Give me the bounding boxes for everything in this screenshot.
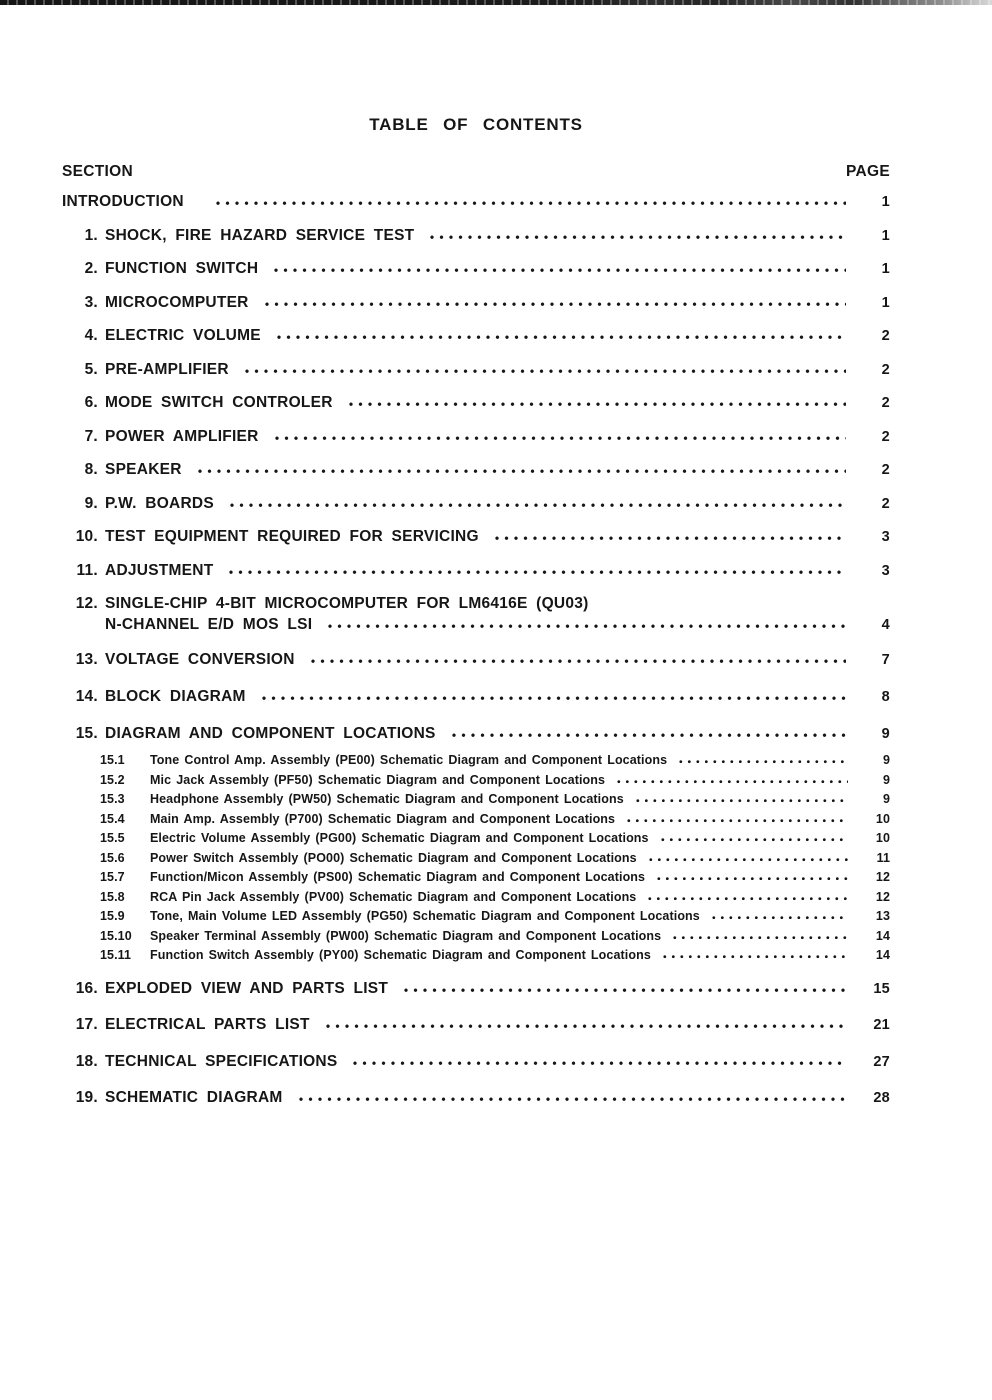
scan-artifact-top-bar (0, 0, 992, 5)
toc-list (62, 191, 890, 1109)
entry-number: 15.6 (100, 850, 125, 865)
dot-leader (648, 896, 848, 901)
entry-text-wrap (105, 649, 890, 671)
entry-text-wrap (105, 978, 890, 1000)
entry-text-wrap (105, 359, 890, 381)
toc-entry (62, 771, 890, 791)
toc-entry-line (150, 790, 890, 810)
entry-number: 15.5 (100, 831, 125, 845)
dot-leader (229, 569, 846, 575)
toc-entry (62, 1051, 890, 1073)
entry-text-wrap (150, 907, 890, 927)
dot-leader (627, 818, 848, 823)
dot-leader (265, 301, 846, 307)
toc-entry-line (105, 426, 890, 448)
page-number: 2 (881, 428, 890, 445)
entry-title: Power Switch Assembly (PO00) Schematic Diagram and Component Locations (150, 850, 637, 865)
entry-title: EXPLODED VIEW AND PARTS LIST (105, 979, 389, 997)
toc-entry (62, 560, 890, 582)
page-number: 14 (875, 928, 890, 943)
entry-text-wrap (150, 849, 890, 869)
entry-title: FUNCTION SWITCH (105, 260, 259, 277)
toc-entry (62, 258, 890, 280)
page-number: 1 (881, 227, 890, 244)
entry-title: SINGLE-CHIP 4-BIT MICROCOMPUTER FOR LM6416E (QU03) (105, 595, 589, 612)
entry-text-wrap (105, 392, 890, 414)
entry-text-wrap (150, 751, 890, 771)
entry-number: 4. (84, 327, 98, 344)
page-number: 21 (873, 1017, 890, 1033)
entry-title: ELECTRIC VOLUME (105, 327, 261, 344)
toc-entry (62, 649, 890, 671)
dot-leader (663, 954, 848, 959)
entry-text-wrap (150, 946, 890, 966)
entry-title: SHOCK, FIRE HAZARD SERVICE TEST (105, 226, 415, 244)
toc-entry-line (105, 686, 890, 708)
page-number: 8 (881, 689, 890, 705)
toc-entry (62, 790, 890, 810)
toc-entry-line (105, 493, 890, 515)
toc-entry-line (105, 392, 890, 414)
toc-entry (62, 927, 890, 947)
entry-text-wrap (105, 1087, 890, 1109)
entry-text-wrap (105, 325, 890, 347)
section-column-label: SECTION (62, 163, 133, 180)
entry-title: DIAGRAM AND COMPONENT LOCATIONS (105, 725, 436, 742)
entry-text-wrap (105, 560, 890, 582)
toc-entry (62, 888, 890, 908)
entry-number: 12. (75, 595, 98, 612)
entry-text-wrap (62, 191, 890, 213)
dot-leader (430, 234, 846, 240)
toc-entry-line (150, 751, 890, 771)
toc-entry (62, 359, 890, 381)
toc-entry (62, 526, 890, 548)
dot-leader (679, 759, 848, 764)
page-column-label: PAGE (846, 163, 890, 180)
entry-title: MICROCOMPUTER (105, 293, 249, 311)
dot-leader (657, 876, 848, 881)
page-number: 2 (881, 462, 890, 478)
dot-leader (274, 267, 846, 273)
page-number: 7 (881, 652, 890, 668)
entry-title: POWER AMPLIFIER (105, 427, 259, 445)
entry-number: 13. (75, 651, 98, 668)
toc-entry (62, 426, 890, 448)
dot-leader (636, 798, 848, 803)
entry-number: 1. (84, 226, 98, 244)
entry-text-wrap (105, 686, 890, 708)
entry-title: Speaker Terminal Assembly (PW00) Schematic Diagram and Component Locations (150, 928, 662, 943)
entry-number: 15.9 (100, 909, 125, 923)
toc-entry-line (105, 978, 890, 1000)
page-number: 12 (875, 870, 890, 884)
toc-entry (62, 292, 890, 314)
column-headers (62, 161, 890, 183)
toc-entry-line (62, 191, 890, 213)
page-number: 3 (881, 562, 890, 579)
entry-number: 15.3 (100, 792, 125, 806)
toc-entry (62, 907, 890, 927)
entry-title: SCHEMATIC DIAGRAM (105, 1089, 283, 1106)
entry-title: Headphone Assembly (PW50) Schematic Diagram and Component Locations (150, 792, 624, 806)
toc-entry (62, 946, 890, 966)
toc-entry-line (150, 829, 890, 849)
entry-number: 15.2 (100, 772, 125, 787)
toc-entry-line (105, 723, 890, 745)
dot-leader (262, 695, 846, 701)
toc-entry (62, 1014, 890, 1036)
dot-leader (326, 1023, 846, 1029)
dot-leader (216, 200, 846, 206)
page-number: 14 (875, 948, 890, 962)
toc-entry-line (105, 258, 890, 280)
toc-entry-line (150, 868, 890, 888)
toc-entry (62, 751, 890, 771)
page-number: 10 (875, 831, 890, 845)
entry-text-wrap (105, 292, 890, 314)
entry-number: 17. (75, 1016, 98, 1033)
page-number: 1 (881, 194, 890, 210)
toc-entry (62, 829, 890, 849)
entry-number: 16. (75, 979, 98, 997)
entry-text-wrap (105, 1051, 890, 1073)
toc-entry-line (105, 1051, 890, 1073)
entry-number: 15.1 (100, 753, 125, 767)
entry-text-wrap (150, 868, 890, 888)
entry-text-wrap (105, 593, 890, 636)
entry-title: Electric Volume Assembly (PG00) Schematic Diagram and Component Locations (150, 831, 649, 845)
entry-number: 5. (84, 360, 98, 378)
entry-title: SPEAKER (105, 461, 182, 478)
dot-leader (311, 658, 846, 664)
toc-entry-line (105, 526, 890, 548)
dot-leader (452, 732, 846, 738)
page-number: 1 (881, 261, 890, 277)
entry-title: TECHNICAL SPECIFICATIONS (105, 1052, 338, 1070)
entry-title: Main Amp. Assembly (P700) Schematic Diagram and Component Locations (150, 811, 616, 826)
entry-text-wrap (105, 426, 890, 448)
entry-number: 15. (75, 725, 98, 742)
toc-entry (62, 225, 890, 247)
page-number: 2 (881, 495, 890, 512)
toc-entry (62, 1087, 890, 1109)
entry-number: 15.8 (100, 889, 125, 904)
toc-entry-line (150, 771, 890, 791)
dot-leader (404, 987, 846, 993)
entry-text-wrap (105, 258, 890, 280)
toc-entry-line (105, 1087, 890, 1109)
dot-leader (230, 502, 846, 508)
entry-text-wrap (105, 1014, 890, 1036)
toc-entry (62, 978, 890, 1000)
entry-title: ADJUSTMENT (105, 561, 214, 579)
page-number: 13 (875, 909, 890, 923)
entry-number: 7. (84, 427, 98, 445)
entry-number: 14. (75, 688, 98, 705)
page-number: 9 (881, 726, 890, 742)
toc-entry-line (105, 560, 890, 582)
entry-title: Tone, Main Volume LED Assembly (PG50) Schematic Diagram and Component Locations (150, 909, 700, 923)
dot-leader (649, 857, 848, 862)
dot-leader (299, 1096, 846, 1102)
page-number: 10 (875, 811, 890, 826)
entry-title: VOLTAGE CONVERSION (105, 651, 295, 668)
dot-leader (245, 368, 846, 374)
entry-number: 11. (76, 561, 98, 579)
page-number: 2 (881, 395, 890, 411)
entry-number: 8. (84, 461, 98, 478)
entry-number: 18. (75, 1052, 98, 1070)
page-number: 27 (873, 1053, 890, 1070)
dot-leader (353, 1060, 846, 1066)
entry-title: TEST EQUIPMENT REQUIRED FOR SERVICING (105, 528, 479, 545)
entry-title: N-CHANNEL E/D MOS LSI (105, 616, 313, 633)
page-number: 11 (876, 850, 890, 865)
toc-entry-line (150, 888, 890, 908)
page-title: TABLE OF CONTENTS (369, 115, 583, 134)
entry-number: 3. (84, 293, 98, 311)
entry-title: ELECTRICAL PARTS LIST (105, 1016, 310, 1033)
entry-title: Function Switch Assembly (PY00) Schematic Diagram and Component Locations (150, 948, 651, 962)
toc-entry (62, 392, 890, 414)
entry-number: 15.4 (100, 811, 125, 826)
toc-entry-line (105, 1014, 890, 1036)
entry-number: 15.11 (100, 948, 132, 962)
entry-number: 6. (84, 394, 98, 411)
page-number: 9 (882, 792, 890, 806)
page-number: 3 (881, 529, 890, 545)
entry-number: 9. (84, 494, 98, 512)
dot-leader (712, 915, 848, 920)
toc-entry-line (150, 810, 890, 830)
page-number: 28 (873, 1090, 890, 1106)
entry-title: Mic Jack Assembly (PF50) Schematic Diagram and Component Locations (150, 772, 606, 787)
page-number: 2 (881, 361, 890, 378)
page-number: 9 (882, 772, 890, 787)
toc-entry-line (105, 292, 890, 314)
toc-entry (62, 593, 890, 636)
dot-leader (617, 779, 848, 784)
dot-leader (275, 435, 846, 441)
entry-title: PRE-AMPLIFIER (105, 360, 229, 378)
toc-entry-line (105, 359, 890, 381)
entry-number: 19. (75, 1089, 98, 1106)
page-number: 4 (881, 617, 890, 633)
toc-entry-line (150, 927, 890, 947)
toc-entry (62, 868, 890, 888)
dot-leader (198, 468, 846, 474)
toc-entry-line (105, 325, 890, 347)
entry-text-wrap (150, 927, 890, 947)
entry-title: MODE SWITCH CONTROLER (105, 394, 333, 411)
dot-leader (673, 935, 848, 940)
toc-entry (62, 493, 890, 515)
toc-entry (62, 191, 890, 213)
dot-leader (495, 535, 846, 541)
entry-text-wrap (150, 771, 890, 791)
toc-entry-line (105, 459, 890, 481)
toc-entry (62, 849, 890, 869)
page-number: 12 (875, 889, 890, 904)
entry-title: BLOCK DIAGRAM (105, 688, 246, 705)
dot-leader (277, 334, 846, 340)
entry-text-wrap (105, 526, 890, 548)
dot-leader (328, 623, 846, 629)
toc-entry-line (105, 614, 890, 636)
entry-text-wrap (150, 829, 890, 849)
toc-entry-line (105, 225, 890, 247)
toc-entry-line (150, 946, 890, 966)
entry-title: P.W. BOARDS (105, 494, 214, 512)
toc-entry (62, 459, 890, 481)
entry-number: 15.7 (100, 870, 125, 884)
toc-entry-line (150, 907, 890, 927)
toc-entry-line (105, 649, 890, 671)
entry-text-wrap (150, 888, 890, 908)
page-number: 2 (881, 328, 890, 344)
toc-entry (62, 686, 890, 708)
entry-text-wrap (150, 810, 890, 830)
entry-title: RCA Pin Jack Assembly (PV00) Schematic Diagram and Component Locations (150, 889, 637, 904)
toc-entry (62, 723, 890, 745)
entry-text-wrap (105, 225, 890, 247)
entry-title: INTRODUCTION (62, 193, 184, 210)
entry-text-wrap (105, 493, 890, 515)
page-number: 15 (873, 980, 890, 997)
dot-leader (349, 401, 846, 407)
entry-title: Function/Micon Assembly (PS00) Schematic Diagram and Component Locations (150, 870, 646, 884)
page-number: 1 (881, 294, 890, 311)
entry-number: 10. (75, 528, 98, 545)
entry-text-wrap (150, 790, 890, 810)
entry-text-wrap (105, 459, 890, 481)
entry-number: 15.10 (100, 928, 132, 943)
toc-entry (62, 810, 890, 830)
dot-leader (661, 837, 848, 842)
page-number: 9 (882, 753, 890, 767)
toc-entry (62, 325, 890, 347)
entry-text-wrap (105, 723, 890, 745)
toc-entry-line (150, 849, 890, 869)
entry-number: 2. (84, 260, 98, 277)
entry-title: Tone Control Amp. Assembly (PE00) Schematic Diagram and Component Locations (150, 753, 668, 767)
